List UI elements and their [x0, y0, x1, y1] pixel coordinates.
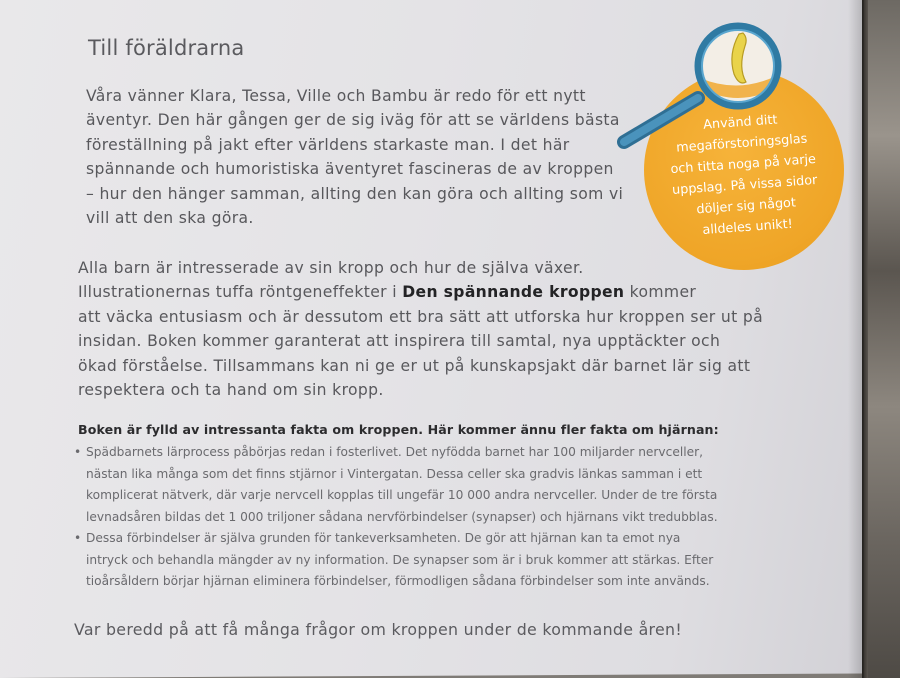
second-paragraph: [78, 256, 768, 402]
text-line: äventyr. Den här gången ger de sig iväg för att se världens bästa: [86, 111, 620, 130]
background-photo: [862, 0, 900, 678]
text-line: – hur den hänger samman, allting den kan göra och allting som vi: [86, 184, 624, 203]
text-line: Våra vänner Klara, Tessa, Ville och Bambu är redo för ett nytt: [86, 87, 586, 105]
list-item: [74, 442, 794, 528]
text-line: kommer: [624, 283, 697, 302]
text-line: uppslag. På vissa sidor: [671, 172, 818, 199]
book-title-bold: Den spännande kroppen: [402, 283, 625, 302]
text-line: spännande och humoristiska äventyret fascineras de av kroppen: [86, 160, 614, 179]
intro-paragraph: [86, 84, 626, 230]
text-line: föreställning på jakt efter världens starkaste man. I det här: [86, 135, 570, 154]
text-line: ökad förståelse. Tillsammans kan ni ge er ut på kunskapsjakt där barnet lär sig att: [78, 356, 751, 375]
text-line: intryck och behandla mängder av ny information. De synapser som är i bruk kommer att stärkas. Efter: [86, 552, 714, 567]
text-line: Alla barn är intresserade av sin kropp och hur de själva växer.: [78, 259, 584, 277]
text-line: vill att den ska göra.: [86, 209, 254, 228]
text-line: nästan lika många som det finns stjärnor i Vintergatan. Dessa celler ska gradvis länkas samman i ett: [86, 466, 703, 481]
text-line: alldeles unikt!: [702, 216, 794, 239]
magnifying-glass-banana-icon: [612, 16, 796, 156]
text-line: levnadsåren bildas det 1 000 triljoner sådana nervförbindelser (synapser) och hjärnans vikt tredubblas.: [86, 509, 718, 524]
text-line: megaförstoringsglas: [675, 131, 808, 156]
closing-sentence: Var beredd på att få många frågor om kroppen under de kommande åren!: [74, 620, 682, 639]
bullet-icon: •: [74, 531, 82, 545]
text-line: och titta noga på varje: [670, 151, 817, 178]
text-line: Spädbarnets lärprocess påbörjas redan i fosterlivet. Det nyfödda barnet har 100 miljarder nervceller,: [86, 445, 703, 459]
text-line: Dessa förbindelser är själva grunden för tankeverksamheten. De gör att hjärnan kan ta emot nya: [86, 531, 681, 545]
bullet-icon: •: [74, 445, 82, 459]
text-line: insidan. Boken kommer garanterat att inspirera till samtal, nya upptäckter och: [78, 332, 721, 351]
text-line: döljer sig något: [695, 195, 797, 218]
facts-heading: Boken är fylld av intressanta fakta om kroppen. Här kommer ännu fler fakta om hjärnan:: [78, 422, 719, 437]
facts-list: [74, 442, 794, 593]
text-line: Använd ditt: [702, 112, 778, 133]
text-line: respektera och ta hand om sin kropp.: [78, 381, 384, 400]
page-title: Till föräldrarna: [88, 36, 245, 60]
text-line: att väcka entusiasm och är dessutom ett bra sätt att utforska hur kroppen ser ut på: [78, 307, 764, 326]
text-line: komplicerat nätverk, där varje nervcell kopplas till ungefär 10 000 andra nervceller. Under de tre första: [86, 488, 718, 502]
text-line: tioårsåldern börjar hjärnan eliminera förbindelser, förmodligen sådana förbindelser som inte används.: [86, 574, 710, 588]
list-item: [74, 528, 794, 593]
text-line: Illustrationernas tuffa röntgeneffekter i: [78, 283, 403, 302]
